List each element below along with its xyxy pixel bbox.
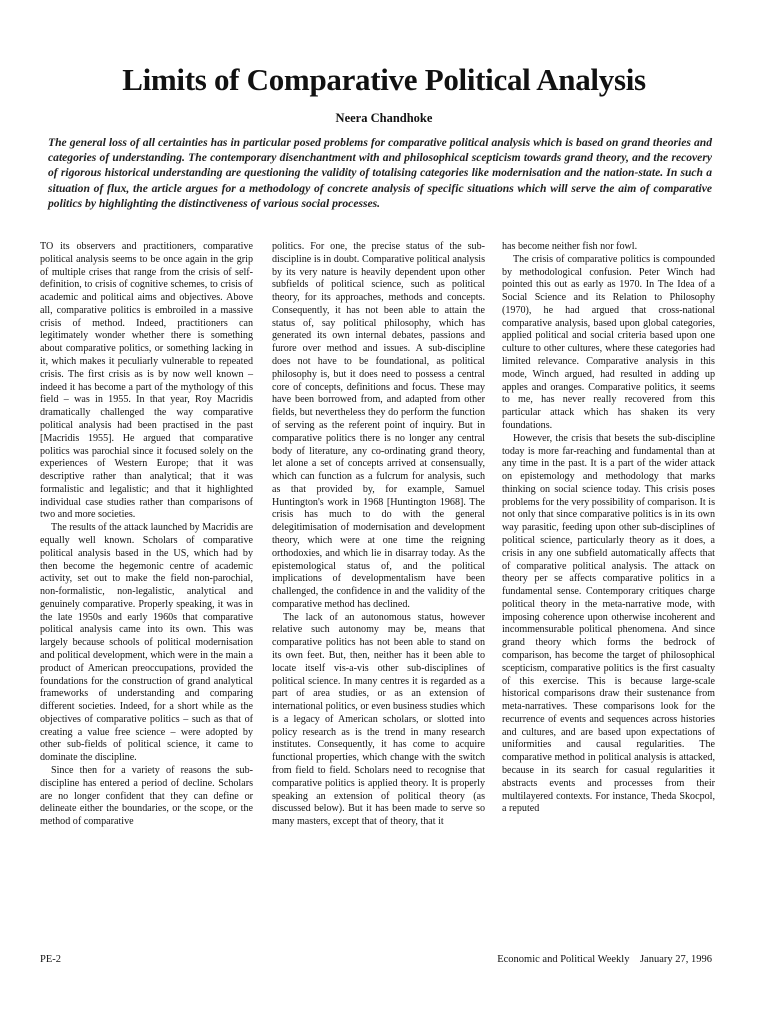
paragraph: The lack of an autonomous status, however relative such autonomy may be, means that comparative politics has not been able to stand on its own feet. But, then, neither has it been able to locate itself vis-a-vis other sub-disciplines of political science. In many centres it is regarded as a part of area studies, or as an extension of international politics, or even business studies which is a legacy of American scholars, or slotted into policy research as is the trend in many research institutes. Consequently, it has come to acquire functional properties, which change with the switch from field to field. Scholars need to recognise that comparative politics is applied theory. It is properly speaking an extension of political theory (as discussed below). But it has been made to serve so many masters, except that of theory, that it (272, 611, 485, 828)
paragraph: politics. For one, the precise status of the sub-discipline is in doubt. Comparative political analysis by its very nature is heavily dependent upon other subfields of political science, such as political theory, for its approaches, methods and concepts. Consequently, it has not been able to attain the status of, say political philosophy, which has generated its own internal debates, passions and furore over method and issues. A sub-discipline does not have to be foundational, as political philosophy is, but it does need to possess a central core of concepts, definitions and focus. These may have been borrowed from, and adapted from other fields, but nevertheless they do perform the function of serving as the referent point of inquiry. But in comparative politics there is no longer any central body of literature, any co-ordinating grand theory, let alone a set of concepts arrived at consensually, which can function as a fulcrum for analysis, such as that provided by, for example, Samuel Huntington's work in 1968 [Huntington 1968]. The crisis has much to do with the general delegitimisation of modernisation and development theory, which were at one time the reigning orthodoxies, and which lie in disarray today. As the epistemological status of, and the political implications of developmentalism have been challenged, the confidence in and the validity of the comparative method has declined. (272, 241, 485, 610)
author-name: Neera Chandhoke (335, 111, 433, 125)
text-column-1 (40, 241, 253, 829)
abstract: The general loss of all certainties has in particular posed problems for comparative political analysis which is based on grand theories and categories of understanding. The contemporary disenchantment with and philosophical scepticism towards grand theory, and the recovery of rigorous historical understanding are questioning the validity of totalising categories like modernisation and the nation-state. In such a situation of flux, the article argues for a methodology of concrete analysis of specific situations which will serve the aim of comparative politics by highlighting the distinctiveness of various social processes. (48, 136, 712, 210)
paragraph: Since then for a variety of reasons the sub-discipline has entered a period of decline. Scholars are no longer confident that they can define or delineate either the boundaries, or the scope, or the method of comparative (40, 765, 253, 828)
paragraph: The crisis of comparative politics is compounded by methodological confusion. Peter Winch had pointed this out as early as 1970. In The Idea of a Social Science and its Relation to Philosophy (1970), he had argued that cross-national comparative analysis, based upon global categories, applied political and social criteria based upon one culture to other cultures, where these categories had limited relevance. Comparative analysis in this mode, Winch argued, had resulted in adding up apples and oranges. Comparative politics, it seems to me, has never really recovered from this particular attack which has shaken its very foundations. (502, 253, 715, 431)
issue-date: January 27, 1996 (639, 954, 712, 965)
page-number: PE-2 (40, 954, 61, 965)
text-column-3 (502, 241, 715, 816)
paragraph: However, the crisis that besets the sub-discipline today is more far-reaching and fundamental than at any time in the past. It is a part of the wider attack on epistemology and methodology that marks thinking on social science today. This crisis poses problems for the very possibility of comparison. It is not only that since comparative politics is in its own way parasitic, feeding upon other sub-disciplines of political science, particularly theory as it does, a crisis in any one subfield automatically affects that of comparative political analysis. The attack on theory per se affects comparative politics in a fundamental sense. Contemporary critiques charge political theory in the meta-narrative mode, with imposing coherence upon otherwise incoherent and incommensurable political phenomena. And since grand theory which forms the bedrock of comparison, has become the target of philosophical scepticism, comparative politics is the first casualty of this exercise. This is because large-scale historical comparisons draw their sustenance from meta-narratives. These comparisons look for the recurrence of events and sequences across histories and cultures, and are based upon expectations of uniformities and causal regularities. The comparative method in political analysis is attacked, because in its search for casual regularities it abstracts events and processes from their multilayered contexts. For instance, Theda Skocpol, a reputed (502, 432, 715, 815)
text-column-2 (272, 241, 485, 829)
article-title: Limits of Comparative Political Analysis (122, 62, 646, 97)
paragraph: The results of the attack launched by Macridis are equally well known. Scholars of comparative political analysis based in the US, which had by then become the hegemonic centre of academic activity, set out to make the field non-parochial, non-formalistic, non-legalistic, analytical and genuinely comparative. Properly speaking, it was in the late 1950s and early 1960s that comparative political analysis came into its own. This was largely because schools of political modernisation and political development, which were in the main a product of American preoccupations, provided the foundations for the construction of grand analytical frameworks of understanding and comparing different societies. Indeed, for a short while as the objectives of comparative politics – such as that of creating a value free science – were adopted by other sub-fields of political science, it came to dominate the discipline. (40, 522, 253, 764)
paragraph: has become neither fish nor fowl. (502, 241, 638, 252)
journal-name: Economic and Political Weekly (497, 954, 630, 965)
journal-info (497, 954, 712, 965)
paragraph: TO its observers and practitioners, comparative political analysis seems to be once again in the grip of multiple crises that range from the crisis of self-definition, to crisis of cognitive schemes, to crisis of academic and political aims and objectives. Above all, comparative politics is embroiled in a massive crisis of method. Indeed, practitioners can legitimately wonder whether there is something about comparative politics, or something lacking in it, which makes it peculiarly vulnerable to repeated crisis. The first crisis as is by now well known – indeed it has become a part of the mythology of this field – was in 1955. In that year, Roy Macridis dramatically challenged the way comparative political analysis had been practised in the past [Macridis 1955]. He argued that comparative politics was parochial since it focused solely on the experiences of Western Europe; that it was descriptive rather than analytical; that it was formalistic and legalistic; and that it highlighted individual case studies rather than comparisons of two and more societies. (40, 241, 253, 521)
